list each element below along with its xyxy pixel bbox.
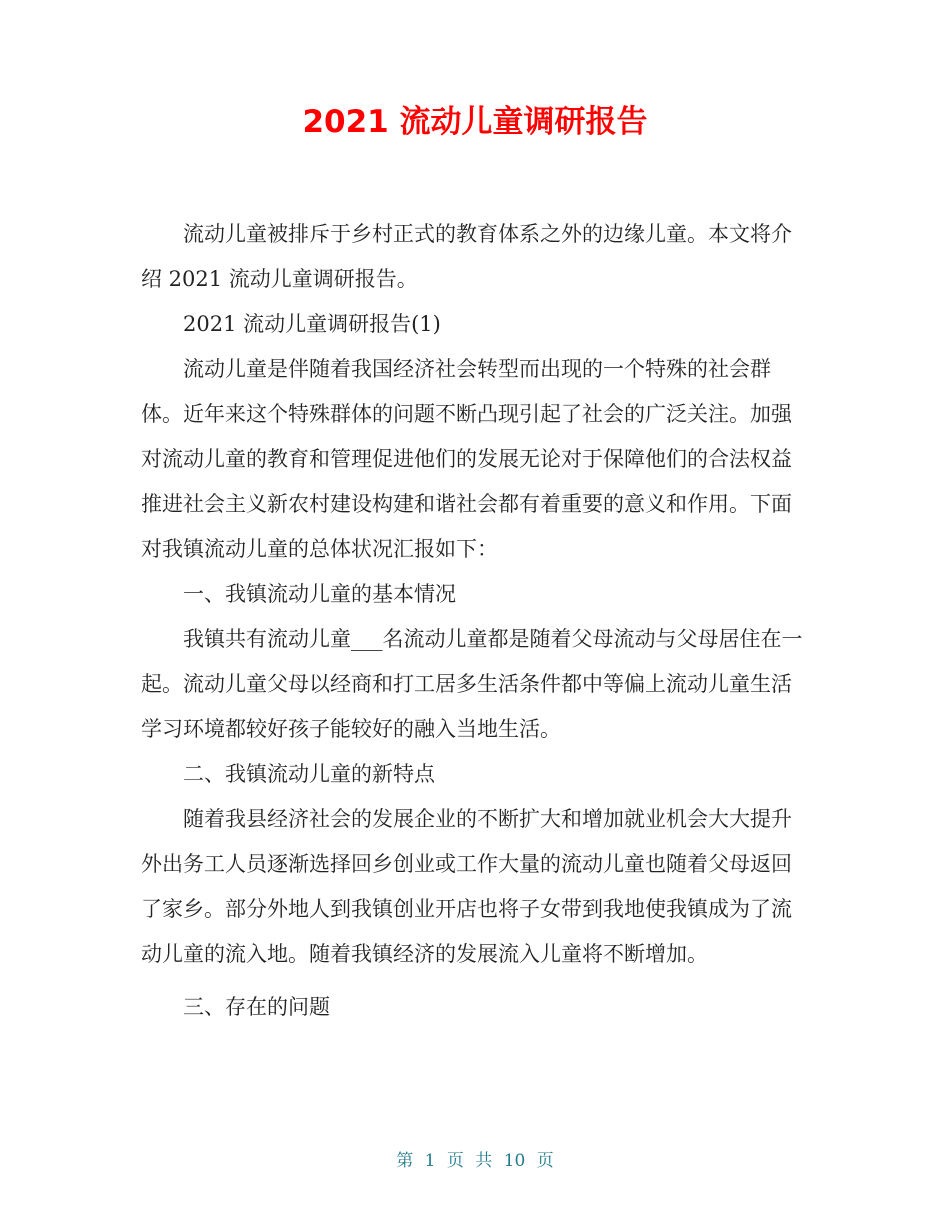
page-number-footer xyxy=(0,1149,950,1173)
basic-situation-paragraph: 我镇共有流动儿童___名流动儿童都是随着父母流动与父母居住在一起。流动儿童父母以经商和打工居多生活条件都中等偏上流动儿童生活学习环境都较好孩子能较好的融入当地生活。 xyxy=(141,627,803,741)
footer-label-ye: 页 xyxy=(446,1151,464,1171)
section-heading-basic-situation: 一、我镇流动儿童的基本情况 xyxy=(183,582,456,606)
new-features-paragraph: 随着我县经济社会的发展企业的不断扩大和增加就业机会大大提升外出务工人员逐渐选择回乡创业或工作大量的流动儿童也随着父母返回了家乡。部分外地人到我镇创业开店也将子女带到我地使我镇成为了流动儿童的流入地。随着我镇经济的发展流入儿童将不断增加。 xyxy=(141,807,792,966)
footer-current-page: 1 xyxy=(424,1151,436,1171)
footer-label-ye-2: 页 xyxy=(536,1151,554,1171)
overview-paragraph: 流动儿童是伴随着我国经济社会转型而出现的一个特殊的社会群体。近年来这个特殊群体的问题不断凸现引起了社会的广泛关注。加强对流动儿童的教育和管理促进他们的发展无论对于保障他们的合法权益推进社会主义新农村建设构建和谐社会都有着重要的意义和作用。下面对我镇流动儿童的总体状况汇报如下： xyxy=(141,357,792,561)
section-heading-problems: 三、存在的问题 xyxy=(183,995,330,1019)
footer-label-gong: 共 xyxy=(475,1151,493,1171)
document-title: 2021 流动儿童调研报告 xyxy=(302,104,648,140)
footer-label-di: 第 xyxy=(396,1151,414,1171)
intro-paragraph: 流动儿童被排斥于乡村正式的教育体系之外的边缘儿童。本文将介绍 2021 流动儿童调研报告。 xyxy=(141,222,792,291)
footer-total-pages: 10 xyxy=(503,1151,526,1171)
document-body xyxy=(141,212,805,1030)
section-heading-report-1: 2021 流动儿童调研报告(1) xyxy=(183,312,441,336)
section-heading-new-features: 二、我镇流动儿童的新特点 xyxy=(183,762,435,786)
